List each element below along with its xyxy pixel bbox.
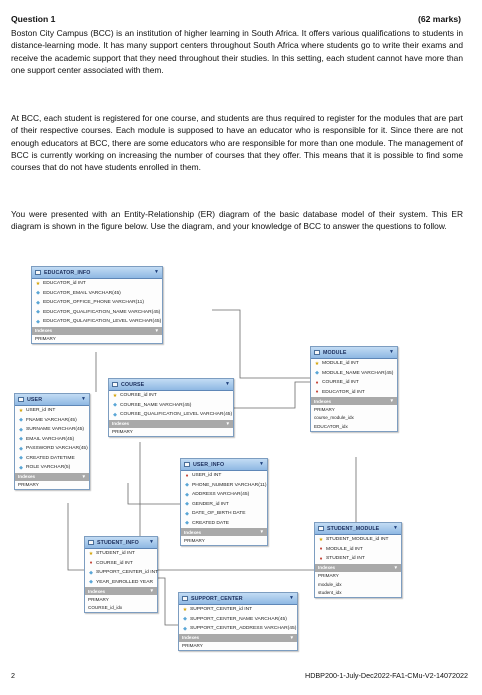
- document-code: HDBP200-1-July-Dec2022-FA1-CMu-V2-14072022: [305, 671, 468, 680]
- column-row[interactable]: [85, 578, 157, 588]
- column-row[interactable]: [32, 317, 162, 327]
- column-row[interactable]: [32, 308, 162, 318]
- table-name: STUDENT_MODULE: [327, 525, 380, 532]
- indexes-header[interactable]: [15, 473, 89, 481]
- chevron-down-icon[interactable]: ▼: [225, 420, 230, 426]
- foreign-key-icon: ♦: [315, 379, 319, 386]
- column-row[interactable]: [181, 509, 267, 519]
- column-label: MODULE_id INT: [322, 361, 359, 367]
- attribute-icon: ◆: [19, 417, 23, 424]
- indexes-header[interactable]: [315, 564, 401, 572]
- attribute-icon: ◆: [36, 309, 40, 316]
- column-label: EDUCATOR_QULAIFICATION_LEVEL VARCHAR(45): [43, 319, 162, 325]
- column-label: GENDER_id INT: [192, 501, 229, 507]
- column-row[interactable]: [311, 378, 397, 388]
- column-row[interactable]: [109, 410, 233, 420]
- chevron-down-icon[interactable]: ▼: [393, 525, 398, 531]
- column-label: PASSWORD VARCHAR(45): [26, 446, 88, 452]
- table-header[interactable]: [15, 394, 89, 406]
- column-label: COURSE_id INT: [96, 560, 133, 566]
- column-label: COURSE_id INT: [120, 393, 157, 399]
- paragraph-er-intro: You were presented with an Entity-Relationship (ER) diagram of the basic database model of their system. This ER diagram is shown in the figure below. Use the diagram, and your knowledge of BCC to answer the questions to follow.: [11, 209, 463, 232]
- column-row[interactable]: [179, 624, 297, 634]
- question-title: Question 1: [11, 14, 56, 24]
- index-row[interactable]: course_module_idx: [314, 415, 354, 421]
- table-name: COURSE: [121, 381, 145, 388]
- column-label: SUPPORT_CENTER_ADDRESS VARCHAR(45): [190, 626, 297, 632]
- index-row[interactable]: PRIMARY: [184, 537, 205, 543]
- indexes-label: Indexes: [35, 328, 53, 333]
- table-header[interactable]: [179, 593, 297, 605]
- rel-user-studentinfo: [68, 503, 84, 570]
- primary-key-icon: ★: [314, 360, 320, 367]
- index-row[interactable]: PRIMARY: [18, 482, 39, 488]
- foreign-key-icon: ♦: [89, 560, 93, 567]
- column-label: SUPPORT_CENTER_NAME VARCHAR(45): [190, 616, 287, 622]
- paragraph-registration: At BCC, each student is registered for one course, and students are thus required to register for the modules that are part of their respective courses. Each module is supposed to have an educator who is responsible for it. Since there are not enough educators at BCC, there are some educators who are responsible for more than one module. The management of BCC is currently working on increasing the number of courses that they offer. This means that it is possible to find some courses that do not have students enrolled in them.: [11, 113, 463, 173]
- table-name: USER_INFO: [193, 461, 225, 468]
- chevron-down-icon[interactable]: ▼: [154, 269, 159, 275]
- column-row[interactable]: [181, 500, 267, 510]
- chevron-down-icon[interactable]: ▼: [289, 595, 294, 601]
- indexes-header[interactable]: [109, 420, 233, 428]
- column-row[interactable]: [15, 463, 89, 473]
- column-row[interactable]: [181, 519, 267, 529]
- table-icon: [88, 540, 94, 545]
- chevron-down-icon[interactable]: ▼: [389, 398, 394, 403]
- table-icon: [112, 382, 118, 387]
- column-row[interactable]: [315, 535, 401, 545]
- indexes-header[interactable]: [311, 397, 397, 405]
- attribute-icon: ◆: [36, 290, 40, 297]
- table-header[interactable]: [181, 459, 267, 471]
- table-header[interactable]: [32, 267, 162, 279]
- column-label: CREATED DATETIME: [26, 455, 75, 461]
- primary-key-icon: ★: [112, 392, 118, 399]
- column-row[interactable]: [15, 454, 89, 464]
- attribute-icon: ◆: [315, 370, 319, 377]
- page-number: 2: [11, 671, 15, 680]
- column-row[interactable]: [85, 568, 157, 578]
- chevron-down-icon[interactable]: ▼: [225, 381, 230, 387]
- table-name: STUDENT_INFO: [97, 539, 139, 546]
- column-row[interactable]: [109, 401, 233, 411]
- column-label: EDUCATOR_id INT: [322, 389, 365, 395]
- rel-support-studentinfo: [156, 578, 178, 625]
- table-icon: [314, 350, 320, 355]
- chevron-down-icon[interactable]: ▼: [154, 327, 159, 333]
- column-row[interactable]: [15, 425, 89, 435]
- index-row[interactable]: PRIMARY: [35, 336, 56, 342]
- indexes-label: Indexes: [88, 588, 106, 594]
- column-row[interactable]: [32, 289, 162, 299]
- index-row[interactable]: PRIMARY: [314, 406, 335, 412]
- column-label: COURSE_NAME VARCHAR(45): [120, 402, 192, 408]
- column-label: EDUCATOR_OFFICE_PHONE VARCHAR(11): [43, 300, 144, 306]
- rel-user-userinfo: [128, 483, 180, 504]
- column-row[interactable]: [32, 279, 162, 289]
- column-label: EMAIL VARCHAR(45): [26, 436, 75, 442]
- primary-key-icon: ★: [182, 606, 188, 613]
- column-label: STUDENT_MODULE_id INT: [326, 537, 389, 543]
- column-row[interactable]: [32, 298, 162, 308]
- indexes-header[interactable]: [85, 587, 157, 595]
- attribute-icon: ◆: [19, 426, 23, 433]
- column-label: EDUCATOR_id INT: [43, 281, 86, 287]
- chevron-down-icon[interactable]: ▼: [149, 588, 154, 593]
- table-icon: [35, 270, 41, 275]
- attribute-icon: ◆: [19, 455, 23, 462]
- column-label: EDUCATOR_EMAIL VARCHAR(45): [43, 290, 121, 296]
- chevron-down-icon[interactable]: ▼: [393, 564, 398, 570]
- table-icon: [184, 462, 190, 467]
- index-row[interactable]: PRIMARY: [318, 573, 339, 579]
- attribute-icon: ◆: [185, 520, 189, 527]
- indexes-header[interactable]: [32, 327, 162, 335]
- table-icon: [182, 596, 188, 601]
- index-row[interactable]: EDUCATOR_idx: [314, 423, 348, 429]
- foreign-key-icon: ♦: [319, 555, 323, 562]
- column-row[interactable]: [109, 391, 233, 401]
- chevron-down-icon[interactable]: ▼: [81, 473, 86, 479]
- table-name: USER: [27, 396, 43, 403]
- column-label: USER_id INT: [192, 473, 222, 479]
- column-row[interactable]: [311, 388, 397, 398]
- indexes-header[interactable]: [179, 634, 297, 642]
- column-label: SUPPORT_CENTER_id INT: [96, 570, 159, 576]
- indexes-label: Indexes: [318, 565, 336, 570]
- table-icon: [18, 397, 24, 402]
- column-row[interactable]: [181, 490, 267, 500]
- column-row[interactable]: [311, 359, 397, 369]
- index-row[interactable]: PRIMARY: [182, 643, 203, 649]
- attribute-icon: ◆: [113, 411, 117, 418]
- column-label: MODULE_NAME VARCHAR(45): [322, 370, 394, 376]
- index-row[interactable]: PRIMARY: [112, 429, 133, 435]
- column-label: STUDENT_id INT: [326, 556, 365, 562]
- indexes-header[interactable]: [181, 528, 267, 536]
- foreign-key-icon: ♦: [315, 389, 319, 396]
- column-label: MODULE_id INT: [326, 546, 363, 552]
- attribute-icon: ◆: [183, 625, 187, 632]
- attribute-icon: ◆: [89, 569, 93, 576]
- column-label: CREATED DATE: [192, 520, 230, 526]
- attribute-icon: ◆: [19, 464, 23, 471]
- column-row[interactable]: [85, 559, 157, 569]
- foreign-key-icon: ♦: [185, 472, 189, 479]
- table-header[interactable]: [315, 523, 401, 535]
- primary-key-icon: ★: [318, 536, 324, 543]
- paragraph-context: Boston City Campus (BCC) is an institution of higher learning in South Africa. It offers various qualifications to students in distance-learning mode. It has many support centers throughout South Africa where students go to write their exams and receive the academic support that they need throughout their studies. In this setting, each student cannot have more than one support center associated with them.: [11, 28, 463, 75]
- table-name: EDUCATOR_INFO: [44, 269, 91, 276]
- column-row[interactable]: [179, 605, 297, 615]
- column-label: DATE_OF_BIRTH DATE: [192, 511, 246, 517]
- indexes-label: Indexes: [112, 421, 130, 426]
- primary-key-icon: ★: [18, 407, 24, 414]
- column-label: USER_id INT: [26, 408, 56, 414]
- table-name: MODULE: [323, 349, 347, 356]
- index-row[interactable]: module_idx: [318, 581, 342, 587]
- foreign-key-icon: ♦: [319, 546, 323, 553]
- column-label: YEAR_ENROLLED YEAR: [96, 579, 153, 585]
- attribute-icon: ◆: [36, 318, 40, 325]
- column-label: STUDENT_id INT: [96, 551, 135, 557]
- attribute-icon: ◆: [36, 299, 40, 306]
- indexes-label: Indexes: [182, 635, 200, 640]
- column-label: COURSE_id INT: [322, 380, 359, 386]
- table-header[interactable]: [311, 347, 397, 359]
- chevron-down-icon[interactable]: ▼: [289, 634, 294, 640]
- index-row[interactable]: PRIMARY: [88, 596, 109, 602]
- chevron-down-icon[interactable]: ▼: [259, 529, 264, 534]
- primary-key-icon: ★: [88, 550, 94, 557]
- attribute-icon: ◆: [113, 402, 117, 409]
- column-label: EDUCATOR_QUALIFICATION_NAME VARCHAR(45): [43, 309, 161, 315]
- rel-course-module: [233, 382, 310, 408]
- chevron-down-icon[interactable]: ▼: [149, 539, 154, 545]
- column-row[interactable]: [15, 435, 89, 445]
- column-label: SUPPORT_CENTER_id INT: [190, 607, 253, 613]
- column-row[interactable]: [15, 444, 89, 454]
- table-user[interactable]: [14, 393, 90, 490]
- attribute-icon: ◆: [19, 445, 23, 452]
- column-label: FNAME VARCHAR(45): [26, 417, 77, 423]
- column-row[interactable]: [315, 545, 401, 555]
- column-label: SURNAME VARCHAR(45): [26, 427, 85, 433]
- attribute-icon: ◆: [183, 616, 187, 623]
- column-row[interactable]: [179, 615, 297, 625]
- attribute-icon: ◆: [89, 579, 93, 586]
- indexes-label: Indexes: [184, 529, 202, 535]
- table-icon: [318, 526, 324, 531]
- table-module[interactable]: [310, 346, 398, 432]
- column-row[interactable]: [181, 481, 267, 491]
- rel-educator-module: [212, 310, 310, 378]
- table-name: SUPPORT_CENTER: [191, 595, 243, 602]
- column-row[interactable]: [15, 406, 89, 416]
- chevron-down-icon[interactable]: ▼: [389, 349, 394, 355]
- column-label: COURSE_QUALIFICATION_LEVEL VARCHAR(45): [120, 412, 233, 418]
- index-row[interactable]: COURSE_id_idx: [88, 605, 123, 611]
- table-header[interactable]: [109, 379, 233, 391]
- indexes-label: Indexes: [18, 474, 36, 479]
- primary-key-icon: ★: [35, 280, 41, 287]
- table-educator-info[interactable]: [31, 266, 163, 344]
- table-course[interactable]: [108, 378, 234, 437]
- chevron-down-icon[interactable]: ▼: [81, 396, 86, 402]
- index-row[interactable]: student_idx: [318, 590, 342, 596]
- attribute-icon: ◆: [185, 501, 189, 508]
- table-header[interactable]: [85, 537, 157, 549]
- column-label: PHONE_NUMBER VARCHAR(11): [192, 482, 267, 488]
- table-student-module[interactable]: [314, 522, 402, 598]
- table-user-info[interactable]: [180, 458, 268, 546]
- column-row[interactable]: [85, 549, 157, 559]
- column-row[interactable]: [15, 416, 89, 426]
- attribute-icon: ◆: [185, 491, 189, 498]
- table-student-info[interactable]: [84, 536, 158, 613]
- attribute-icon: ◆: [185, 510, 189, 517]
- chevron-down-icon[interactable]: ▼: [259, 461, 264, 467]
- question-marks: (62 marks): [418, 14, 461, 24]
- column-label: ROLE VARCHAR(5): [26, 465, 71, 471]
- column-row[interactable]: [181, 471, 267, 481]
- column-label: ADDRESS VARCHAR(45): [192, 492, 250, 498]
- attribute-icon: ◆: [19, 436, 23, 443]
- column-row[interactable]: [315, 554, 401, 564]
- indexes-label: Indexes: [314, 398, 332, 404]
- column-row[interactable]: [311, 369, 397, 379]
- table-support-center[interactable]: [178, 592, 298, 651]
- attribute-icon: ◆: [185, 482, 189, 489]
